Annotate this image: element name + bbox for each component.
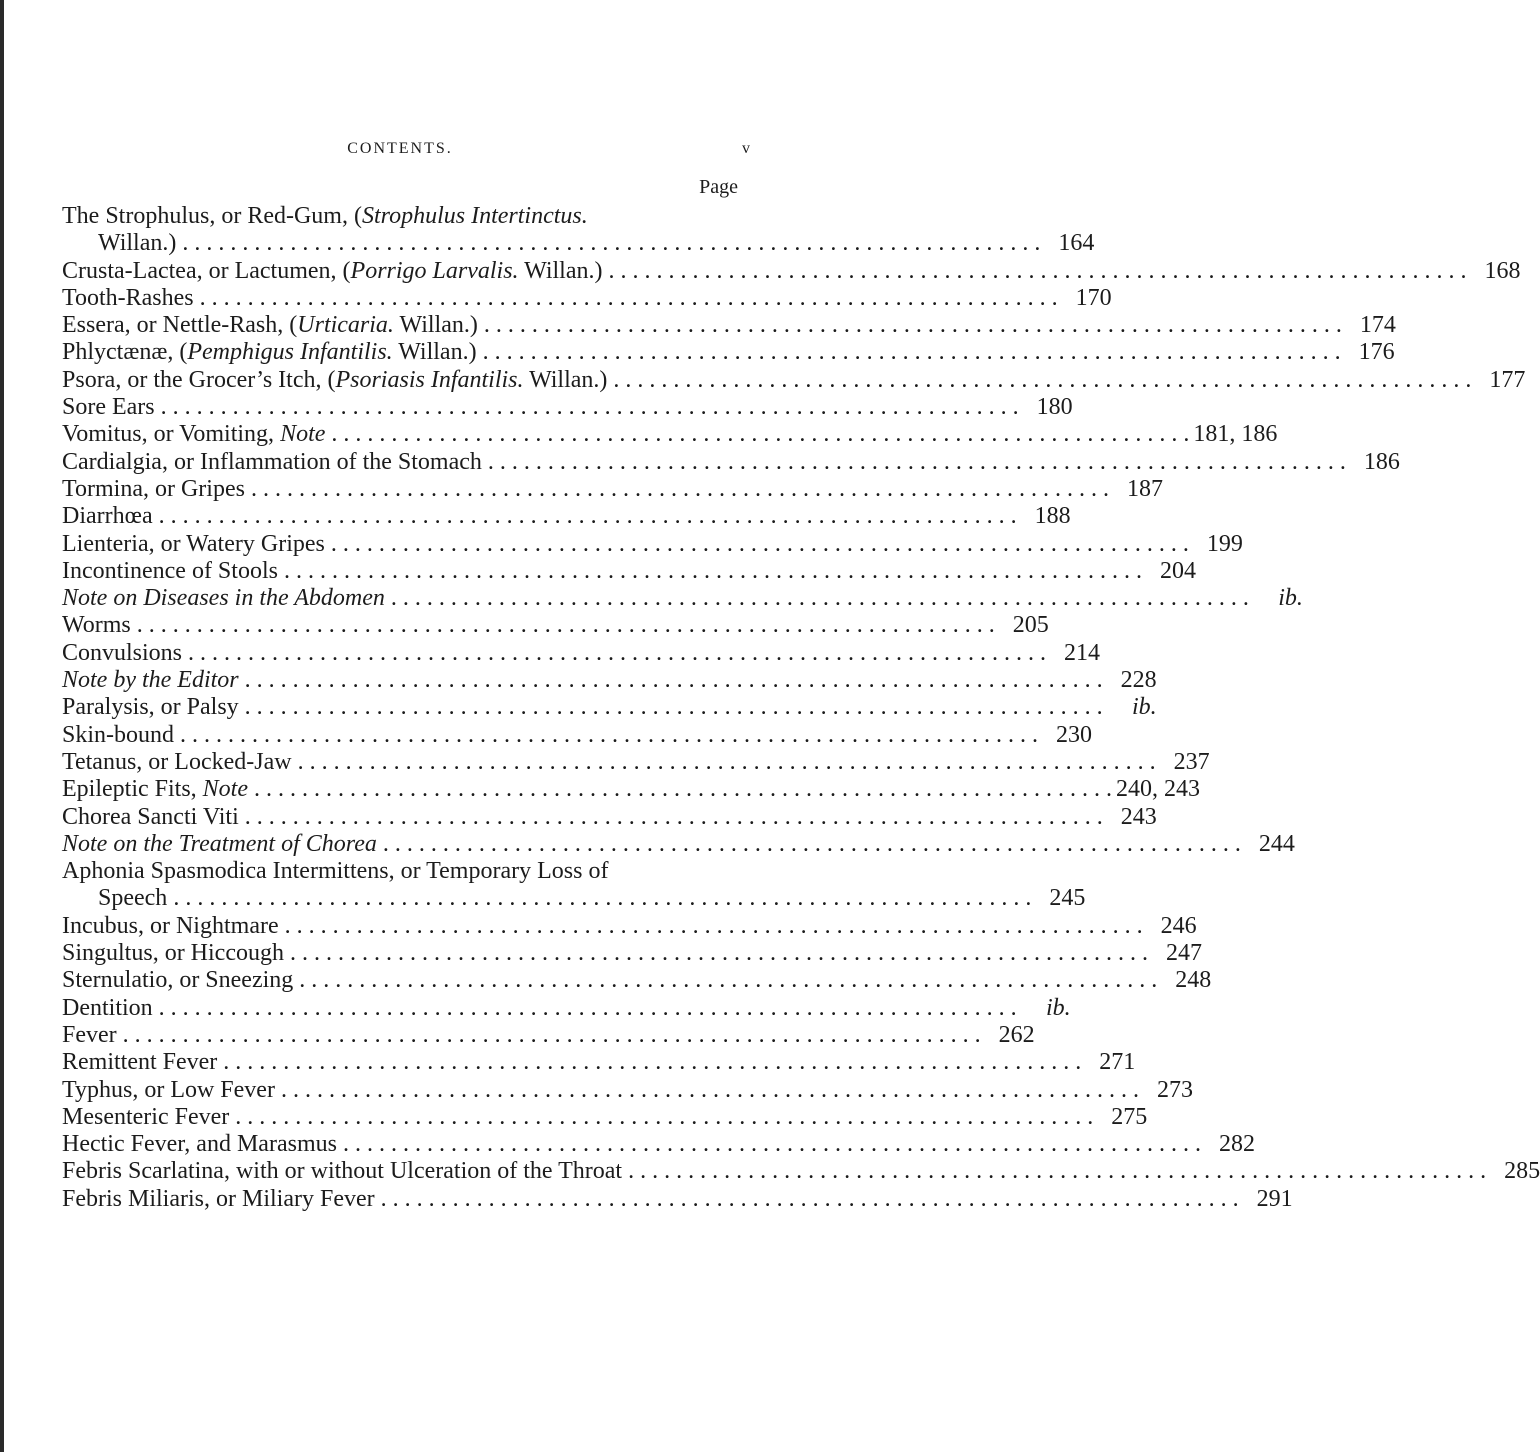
entry-title-text: Febris Miliaris, or Miliary Fever xyxy=(62,1185,375,1212)
toc-entry-line xyxy=(62,940,1202,967)
page-header xyxy=(0,140,800,164)
toc-entry xyxy=(62,557,1196,585)
entry-page-number: 275 xyxy=(1111,1103,1148,1130)
toc-entry xyxy=(62,1131,1255,1158)
entry-title-text: Febris Scarlatina, with or without Ulceration of the Throat xyxy=(62,1158,623,1185)
dot-leaders: . . . . . . . . . . . . . . . . . . . . . . . . . . . . . . . . . . . . . . . . . . . . . . . . . . . . . . . . . . . . . . . . . . . . . . . . xyxy=(283,557,1142,584)
entry-title-text: Hectic Fever, and Marasmus xyxy=(62,1131,337,1158)
toc-entry xyxy=(62,612,1049,639)
entry-title-text: Epileptic Fits, xyxy=(62,776,203,803)
entry-title-text: Mesenteric Fever xyxy=(62,1103,230,1130)
toc-entry xyxy=(62,530,1243,558)
entry-title xyxy=(62,285,194,312)
toc-entry xyxy=(62,1049,1136,1076)
entry-title xyxy=(62,1186,375,1213)
running-title: CONTENTS. xyxy=(347,140,453,157)
toc-entry-line xyxy=(62,421,1278,448)
entry-page-number: 174 xyxy=(1359,312,1396,339)
dot-leaders: . . . . . . . . . . . . . . . . . . . . . . . . . . . . . . . . . . . . . . . . . . . . . . . . . . . . . . . . . . . . . . . . . . . . . . . . xyxy=(244,667,1103,694)
entry-title xyxy=(62,1022,117,1049)
entry-title-text: Lienteria, or Watery Gripes xyxy=(62,530,325,557)
entry-page-number: 282 xyxy=(1218,1131,1255,1158)
toc-entry xyxy=(62,803,1157,831)
entry-page-number: 243 xyxy=(1120,803,1157,830)
table-of-contents xyxy=(62,203,1540,1213)
toc-entry-line xyxy=(62,503,1071,530)
entry-page-number: 186 xyxy=(1363,448,1400,475)
dot-leaders: . . . . . . . . . . . . . . . . . . . . . . . . . . . . . . . . . . . . . . . . . . . . . . . . . . . . . . . . . . . . . . . . . . . . . . . . xyxy=(188,639,1047,666)
entry-title-text: Skin-bound xyxy=(62,721,175,748)
entry-title xyxy=(62,858,608,885)
entry-title-italic: Pemphigus Infantilis. xyxy=(187,339,393,366)
entry-title xyxy=(62,531,325,558)
entry-title-text: Remittent Fever xyxy=(62,1049,218,1076)
entry-title xyxy=(62,967,293,994)
entry-title-text: Paralysis, or Palsy xyxy=(62,694,239,721)
entry-page-number: 168 xyxy=(1484,257,1521,284)
entry-page-number: 246 xyxy=(1160,912,1197,939)
dot-leaders: . . . . . . . . . . . . . . . . . . . . . . . . . . . . . . . . . . . . . . . . . . . . . . . . . . . . . . . . . . . . . . . . . . . . . . . . xyxy=(390,585,1249,612)
toc-entry-line xyxy=(62,748,1210,776)
dot-leaders: . . . . . . . . . . . . . . . . . . . . . . . . . . . . . . . . . . . . . . . . . . . . . . . . . . . . . . . . . . . . . . . . . . . . . . . . xyxy=(182,230,1041,257)
entry-title-text: Essera, or Nettle-Rash, ( xyxy=(62,312,298,339)
toc-entry xyxy=(62,940,1202,967)
dot-leaders: . . . . . . . . . . . . . . . . . . . . . . . . . . . . . . . . . . . . . . . . . . . . . . . . . . . . . . . . . . . . . . . . . . . . . . . . xyxy=(297,748,1156,775)
toc-entry-line xyxy=(62,530,1243,558)
entry-page-number: 262 xyxy=(998,1021,1035,1048)
toc-entry-line xyxy=(62,994,1071,1022)
dot-leaders: . . . . . . . . . . . . . . . . . . . . . . . . . . . . . . . . . . . . . . . . . . . . . . . . . . . . . . . . . . . . . . . . . . . . . . . . xyxy=(235,1103,1094,1130)
entry-title xyxy=(62,667,239,694)
entry-title-text: Incontinence of Stools xyxy=(62,557,278,584)
entry-title-italic: Note xyxy=(280,421,326,448)
toc-entry xyxy=(62,448,1400,476)
toc-entry xyxy=(62,1021,1035,1049)
toc-entry-line xyxy=(62,1021,1035,1049)
entry-title-text: Sore Ears xyxy=(62,394,155,421)
entry-title-text: Sternulatio, or Sneezing xyxy=(62,967,294,994)
toc-entry-continuation-line xyxy=(62,885,1086,912)
toc-entry xyxy=(62,858,1086,913)
toc-entry xyxy=(62,339,1395,366)
entry-title xyxy=(62,1131,337,1158)
entry-page-number: 240, 243 xyxy=(1116,776,1200,803)
toc-entry-line xyxy=(62,858,744,885)
entry-title xyxy=(62,203,588,230)
entry-title xyxy=(62,503,153,530)
entry-title-italic: Urticaria. xyxy=(297,312,394,339)
entry-title xyxy=(62,558,278,585)
page-number-folio: v xyxy=(742,140,750,157)
entry-title-text: Convulsions xyxy=(62,639,183,666)
dot-leaders: . . . . . . . . . . . . . . . . . . . . . . . . . . . . . . . . . . . . . . . . . . . . . . . . . . . . . . . . . . . . . . . . . . . . . . . . xyxy=(487,448,1346,475)
entry-title xyxy=(62,258,602,285)
toc-entry xyxy=(62,475,1163,503)
entry-title xyxy=(62,694,239,721)
entry-page-number: 291 xyxy=(1256,1185,1293,1212)
toc-entry xyxy=(62,967,1212,994)
entry-title-text: Diarrhœa xyxy=(62,503,153,530)
dot-leaders: . . . . . . . . . . . . . . . . . . . . . . . . . . . . . . . . . . . . . . . . . . . . . . . . . . . . . . . . . . . . . . . . . . . . . . . . xyxy=(380,1185,1239,1212)
entry-title xyxy=(62,1077,275,1104)
entry-title-text: The Strophulus, or Red-Gum, ( xyxy=(62,203,362,229)
entry-title xyxy=(62,722,174,749)
entry-title xyxy=(62,339,477,366)
toc-entry-line xyxy=(62,1185,1293,1213)
entry-page-number: 228 xyxy=(1120,667,1157,694)
entry-page-number: ib. xyxy=(1132,694,1157,721)
dot-leaders: . . . . . . . . . . . . . . . . . . . . . . . . . . . . . . . . . . . . . . . . . . . . . . . . . . . . . . . . . . . . . . . . . . . . . . . . xyxy=(158,503,1017,530)
toc-entry xyxy=(62,694,1157,721)
dot-leaders: . . . . . . . . . . . . . . . . . . . . . . . . . . . . . . . . . . . . . . . . . . . . . . . . . . . . . . . . . . . . . . . . . . . . . . . . xyxy=(613,366,1472,393)
entry-title-suffix: Willan.) xyxy=(518,257,603,284)
entry-page-number: 271 xyxy=(1099,1049,1136,1076)
entry-title xyxy=(62,612,131,639)
entry-title-italic: Psoriasis Infantilis. xyxy=(335,366,524,393)
entry-title xyxy=(62,476,245,503)
entry-title xyxy=(62,913,279,940)
entry-title xyxy=(62,804,239,831)
entry-title-text: Fever xyxy=(62,1021,117,1048)
entry-page-number: 188 xyxy=(1034,503,1071,530)
entry-page-number: 237 xyxy=(1173,748,1210,775)
toc-entry-line xyxy=(62,339,1395,366)
entry-title xyxy=(62,585,385,612)
dot-leaders: . . . . . . . . . . . . . . . . . . . . . . . . . . . . . . . . . . . . . . . . . . . . . . . . . . . . . . . . . . . . . . . . . . . . . . . . xyxy=(199,284,1058,311)
toc-entry-line xyxy=(62,912,1197,940)
dot-leaders: . . . . . . . . . . . . . . . . . . . . . . . . . . . . . . . . . . . . . . . . . . . . . . . . . . . . . . . . . . . . . . . . . . . . . . . . xyxy=(250,475,1109,502)
entry-title-text: Tooth-Rashes xyxy=(62,284,194,311)
entry-title xyxy=(62,421,325,448)
dot-leaders: . . . . . . . . . . . . . . . . . . . . . . . . . . . . . . . . . . . . . . . . . . . . . . . . . . . . . . . . . . . . . . . . . . . . . . . . xyxy=(482,339,1341,366)
toc-entry-line xyxy=(62,366,1526,394)
toc-entry xyxy=(62,748,1210,776)
entry-page-number: ib. xyxy=(1278,585,1303,612)
entry-title xyxy=(62,1049,217,1076)
entry-page-number: 181, 186 xyxy=(1193,421,1278,448)
entry-title-text: Aphonia Spasmodica Intermittens, or Temporary Loss of xyxy=(62,858,609,885)
toc-entry-line xyxy=(62,694,1157,721)
entry-title xyxy=(62,749,292,776)
toc-entry xyxy=(62,994,1071,1022)
toc-entry xyxy=(62,912,1197,940)
toc-entry-continuation-line xyxy=(62,230,1095,257)
dot-leaders: . . . . . . . . . . . . . . . . . . . . . . . . . . . . . . . . . . . . . . . . . . . . . . . . . . . . . . . . . . . . . . . . . . . . . . . . xyxy=(284,912,1143,939)
toc-entry xyxy=(62,312,1396,339)
page-column-label: Page xyxy=(699,176,738,198)
entry-page-number: 164 xyxy=(1058,230,1095,257)
entry-title xyxy=(62,640,182,667)
entry-title-suffix: Willan.) xyxy=(392,339,477,366)
toc-entry-line xyxy=(62,585,1303,612)
toc-entry xyxy=(62,394,1073,421)
entry-title xyxy=(62,394,155,421)
dot-leaders: . . . . . . . . . . . . . . . . . . . . . . . . . . . . . . . . . . . . . . . . . . . . . . . . . . . . . . . . . . . . . . . . . . . . . . . . xyxy=(342,1131,1201,1158)
entry-page-number: 285 xyxy=(1504,1158,1540,1185)
toc-entry-line xyxy=(62,1076,1193,1104)
dot-leaders: . . . . . . . . . . . . . . . . . . . . . . . . . . . . . . . . . . . . . . . . . . . . . . . . . . . . . . . . . . . . . . . . . . . . . . . . xyxy=(158,994,1017,1021)
toc-entry-line xyxy=(62,667,1157,694)
dot-leaders: . . . . . . . . . . . . . . . . . . . . . . . . . . . . . . . . . . . . . . . . . . . . . . . . . . . . . . . . . . . . . . . . . . . . . . . . xyxy=(608,257,1467,284)
entry-title-italic: Note on Diseases in the Abdomen xyxy=(62,585,385,612)
entry-page-number: 244 xyxy=(1258,830,1295,857)
entry-page-number: 214 xyxy=(1064,639,1101,666)
dot-leaders: . . . . . . . . . . . . . . . . . . . . . . . . . . . . . . . . . . . . . . . . . . . . . . . . . . . . . . . . . . . . . . . . . . . . . . . . xyxy=(483,312,1342,339)
entry-title-suffix: Willan.) xyxy=(523,366,608,393)
dot-leaders: . . . . . . . . . . . . . . . . . . . . . . . . . . . . . . . . . . . . . . . . . . . . . . . . . . . . . . . . . . . . . . . . . . . . . . . . xyxy=(290,940,1148,967)
entry-page-number: 273 xyxy=(1156,1076,1193,1103)
entry-title-text: Tormina, or Gripes xyxy=(62,475,245,502)
entry-title-text: Typhus, or Low Fever xyxy=(62,1076,275,1103)
entry-title xyxy=(62,449,482,476)
toc-entry xyxy=(62,667,1157,694)
entry-title-italic: Strophulus Intertinctus. xyxy=(361,203,588,229)
toc-entry-line xyxy=(62,721,1093,749)
entry-title-italic: Note on the Treatment of Chorea xyxy=(62,830,377,857)
toc-entry-line xyxy=(62,448,1400,476)
dot-leaders: . . . . . . . . . . . . . . . . . . . . . . . . . . . . . . . . . . . . . . . . . . . . . . . . . . . . . . . . . . . . . . . . . . . . . . . . xyxy=(122,1021,981,1048)
entry-title-italic: Note xyxy=(202,776,248,803)
dot-leaders: . . . . . . . . . . . . . . . . . . . . . . . . . . . . . . . . . . . . . . . . . . . . . . . . . . . . . . . . . . . . . . . . . . . . . . . . xyxy=(299,967,1158,994)
dot-leaders: . . . . . . . . . . . . . . . . . . . . . . . . . . . . . . . . . . . . . . . . . . . . . . . . . . . . . . . . . . . . . . . . . . . . . . . . xyxy=(628,1158,1487,1185)
toc-entry-line xyxy=(62,257,1521,285)
entry-title xyxy=(62,995,153,1022)
toc-entry-line xyxy=(62,1131,1255,1158)
toc-entry xyxy=(62,257,1521,285)
entry-title-italic: Note by the Editor xyxy=(62,667,239,694)
toc-entry-line xyxy=(62,612,1049,639)
toc-entry-line xyxy=(62,284,1112,312)
toc-entry xyxy=(62,776,1200,803)
entry-title-text: Tetanus, or Locked-Jaw xyxy=(62,748,292,775)
page-edge xyxy=(0,0,4,1452)
dot-leaders: . . . . . . . . . . . . . . . . . . . . . . . . . . . . . . . . . . . . . . . . . . . . . . . . . . . . . . . . . . . . . . . . . . . . . . . . xyxy=(244,694,1103,721)
entry-page-number: 177 xyxy=(1489,366,1526,393)
dot-leaders: . . . . . . . . . . . . . . . . . . . . . . . . . . . . . . . . . . . . . . . . . . . . . . . . . . . . . . . . . . . . . . . . . . . . . . . . xyxy=(173,885,1032,912)
toc-entry-line xyxy=(62,475,1163,503)
entry-title-text: Singultus, or Hiccough xyxy=(62,940,284,967)
entry-title-italic: Porrigo Larvalis. xyxy=(350,257,519,284)
dot-leaders: . . . . . . . . . . . . . . . . . . . . . . . . . . . . . . . . . . . . . . . . . . . . . . . . . . . . . . . . . . . . . . . . . . . . . . . . xyxy=(254,776,1112,803)
entry-title-text: Worms xyxy=(62,612,131,639)
toc-entry xyxy=(62,721,1093,749)
dot-leaders: . . . . . . . . . . . . . . . . . . . . . . . . . . . . . . . . . . . . . . . . . . . . . . . . . . . . . . . . . . . . . . . . . . . . . . . . xyxy=(223,1049,1082,1076)
toc-entry-line xyxy=(62,203,744,230)
entry-title-text: Crusta-Lactea, or Lactumen, ( xyxy=(62,257,351,284)
toc-entry xyxy=(62,421,1278,448)
entry-page-number: ib. xyxy=(1045,994,1071,1021)
toc-entry-line xyxy=(62,312,1396,339)
dot-leaders: . . . . . . . . . . . . . . . . . . . . . . . . . . . . . . . . . . . . . . . . . . . . . . . . . . . . . . . . . . . . . . . . . . . . . . . . xyxy=(280,1076,1139,1103)
entry-page-number: 199 xyxy=(1206,530,1243,557)
entry-title xyxy=(62,1158,622,1185)
toc-entry xyxy=(62,1076,1193,1104)
toc-entry xyxy=(62,1185,1293,1213)
dot-leaders: . . . . . . . . . . . . . . . . . . . . . . . . . . . . . . . . . . . . . . . . . . . . . . . . . . . . . . . . . . . . . . . . . . . . . . . . xyxy=(136,612,995,639)
toc-entry-line xyxy=(62,557,1196,585)
dot-leaders: . . . . . . . . . . . . . . . . . . . . . . . . . . . . . . . . . . . . . . . . . . . . . . . . . . . . . . . . . . . . . . . . . . . . . . . . xyxy=(160,394,1019,421)
toc-entry xyxy=(62,830,1295,858)
entry-page-number: 247 xyxy=(1166,940,1202,967)
dot-leaders: . . . . . . . . . . . . . . . . . . . . . . . . . . . . . . . . . . . . . . . . . . . . . . . . . . . . . . . . . . . . . . . . . . . . . . . . xyxy=(244,803,1103,830)
entry-title-text: Vomitus, or Vomiting, xyxy=(62,421,281,448)
dot-leaders: . . . . . . . . . . . . . . . . . . . . . . . . . . . . . . . . . . . . . . . . . . . . . . . . . . . . . . . . . . . . . . . . . . . . . . . . xyxy=(331,421,1190,448)
toc-entry xyxy=(62,203,1095,258)
entry-title-text: Cardialgia, or Inflammation of the Stomach xyxy=(62,448,482,475)
toc-entry-line xyxy=(62,830,1295,858)
toc-entry xyxy=(62,503,1071,530)
entry-title xyxy=(62,367,607,394)
entry-page-number: 205 xyxy=(1012,612,1049,639)
entry-page-number: 176 xyxy=(1358,339,1395,366)
entry-title xyxy=(62,1104,229,1131)
toc-entry-line xyxy=(62,1049,1136,1076)
toc-entry xyxy=(62,1158,1540,1185)
toc-entry-line xyxy=(62,776,1200,803)
entry-title-continuation: Willan.) xyxy=(98,230,177,257)
entry-page-number: 187 xyxy=(1126,475,1163,502)
toc-entry-line xyxy=(62,1158,1540,1185)
entry-title-continuation: Speech xyxy=(98,885,168,912)
entry-title-suffix: Willan.) xyxy=(393,312,478,339)
entry-title xyxy=(62,831,377,858)
toc-entry xyxy=(62,639,1101,667)
toc-entry xyxy=(62,366,1526,394)
entry-page-number: 248 xyxy=(1175,967,1212,994)
entry-title-text: Psora, or the Grocer’s Itch, ( xyxy=(62,366,336,393)
entry-title xyxy=(62,312,478,339)
entry-page-number: 170 xyxy=(1075,284,1112,311)
toc-entry xyxy=(62,284,1112,312)
entry-title-text: Incubus, or Nightmare xyxy=(62,912,279,939)
entry-page-number: 230 xyxy=(1056,721,1093,748)
toc-entry-line xyxy=(62,803,1157,831)
entry-title-text: Phlyctænæ, ( xyxy=(62,339,188,366)
toc-entry-line xyxy=(62,1103,1148,1131)
dot-leaders: . . . . . . . . . . . . . . . . . . . . . . . . . . . . . . . . . . . . . . . . . . . . . . . . . . . . . . . . . . . . . . . . . . . . . . . . xyxy=(180,721,1039,748)
entry-title xyxy=(62,776,248,803)
entry-title xyxy=(62,940,284,967)
dot-leaders: . . . . . . . . . . . . . . . . . . . . . . . . . . . . . . . . . . . . . . . . . . . . . . . . . . . . . . . . . . . . . . . . . . . . . . . . xyxy=(382,830,1241,857)
toc-entry-line xyxy=(62,394,1073,421)
entry-title-text: Dentition xyxy=(62,994,153,1021)
toc-entry-line xyxy=(62,639,1101,667)
dot-leaders: . . . . . . . . . . . . . . . . . . . . . . . . . . . . . . . . . . . . . . . . . . . . . . . . . . . . . . . . . . . . . . . . . . . . . . . . xyxy=(330,530,1189,557)
entry-page-number: 204 xyxy=(1159,557,1196,584)
toc-entry-line xyxy=(62,967,1212,994)
entry-title-text: Chorea Sancti Viti xyxy=(62,803,239,830)
toc-entry xyxy=(62,1103,1148,1131)
entry-page-number: 180 xyxy=(1036,394,1073,421)
toc-entry xyxy=(62,585,1303,612)
entry-page-number: 245 xyxy=(1049,885,1086,912)
